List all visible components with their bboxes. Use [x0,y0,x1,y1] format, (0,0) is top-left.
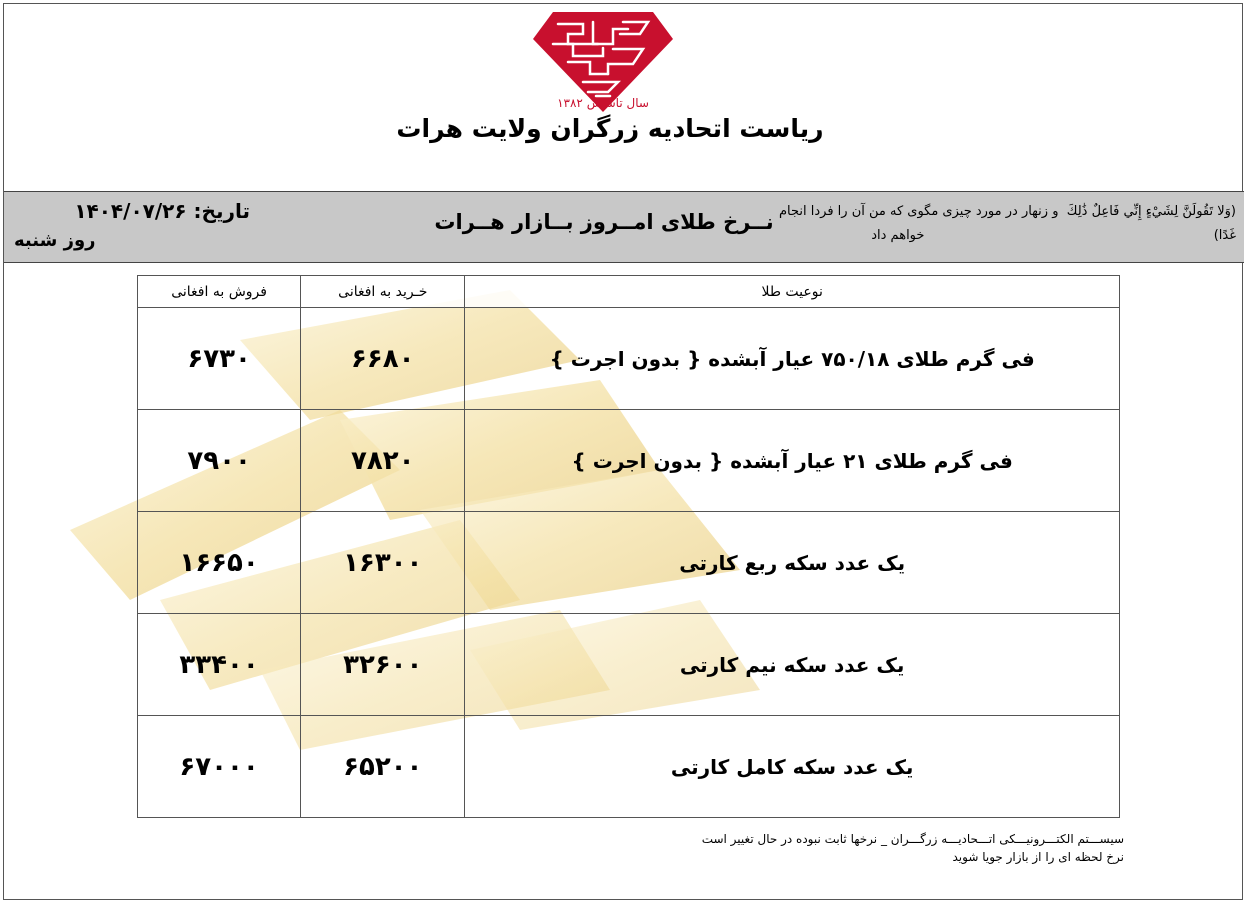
row-buy-price: ۶۶۸۰ [301,308,465,410]
header-type: نوعیت طلا [465,276,1120,308]
row-sell-price: ۶۷۰۰۰ [138,716,301,818]
row-buy-price: ۱۶۳۰۰ [301,512,465,614]
info-bar [4,191,1244,263]
row-type: یک عدد سکه نیم کارتی [465,614,1120,716]
row-type: فی گرم طلای ۲۱ عیار آبشده { بدون اجرت } [465,410,1120,512]
table-header-row [138,276,1120,308]
market-title: نــرخ طلای امــروز بــازار هــرات [434,210,774,234]
date-label: تاریخ: ۱۴۰۴/۰۷/۲۶ [74,199,250,223]
quote-text [736,200,1236,248]
table-row [138,512,1120,614]
quote-line-1: (وَلا تَقُولَنَّ لِشَيْءٍ إِنِّي فَاعِلٌ ذَٰلِكَ و زنهار در مورد چیزی مگوی که من آن را فردا انجام [778,204,1236,219]
established-year: سال تاسیس ۱۳۸۲ [557,96,649,110]
row-type: یک عدد سکه کامل کارتی [465,716,1120,818]
row-buy-price: ۳۲۶۰۰ [301,614,465,716]
row-type: فی گرم طلای ۷۵۰/۱۸ عیار آبشده { بدون اجرت } [465,308,1120,410]
header-buy: خـرید به افغانی [301,276,465,308]
day-label: روز شنبه [14,230,96,251]
footer-line-1: سیســـتم الکتـــرونیـــکی اتـــحادیـــه زرگـــران _ نرخها ثابت نبوده در حال تغییر است [701,832,1124,846]
price-table [137,275,1120,818]
table-row [138,614,1120,716]
row-sell-price: ۶۷۳۰ [138,308,301,410]
row-sell-price: ۱۶۶۵۰ [138,512,301,614]
quote-line-2: غَدًا) خواهم داد [871,228,1236,243]
row-type: یک عدد سکه ربع کارتی [465,512,1120,614]
page-title: ریاست اتحادیه زرگران ولایت هرات [396,114,824,143]
footer-line-2: نرخ لحظه ای را از بازار جویا شوید [952,850,1124,864]
table-row [138,410,1120,512]
row-buy-price: ۷۸۲۰ [301,410,465,512]
row-sell-price: ۳۳۴۰۰ [138,614,301,716]
table-row [138,308,1120,410]
table-row [138,716,1120,818]
footer-note [624,830,1124,866]
header-sell: فروش به افغانی [138,276,301,308]
row-sell-price: ۷۹۰۰ [138,410,301,512]
date-block [10,196,250,256]
row-buy-price: ۶۵۲۰۰ [301,716,465,818]
